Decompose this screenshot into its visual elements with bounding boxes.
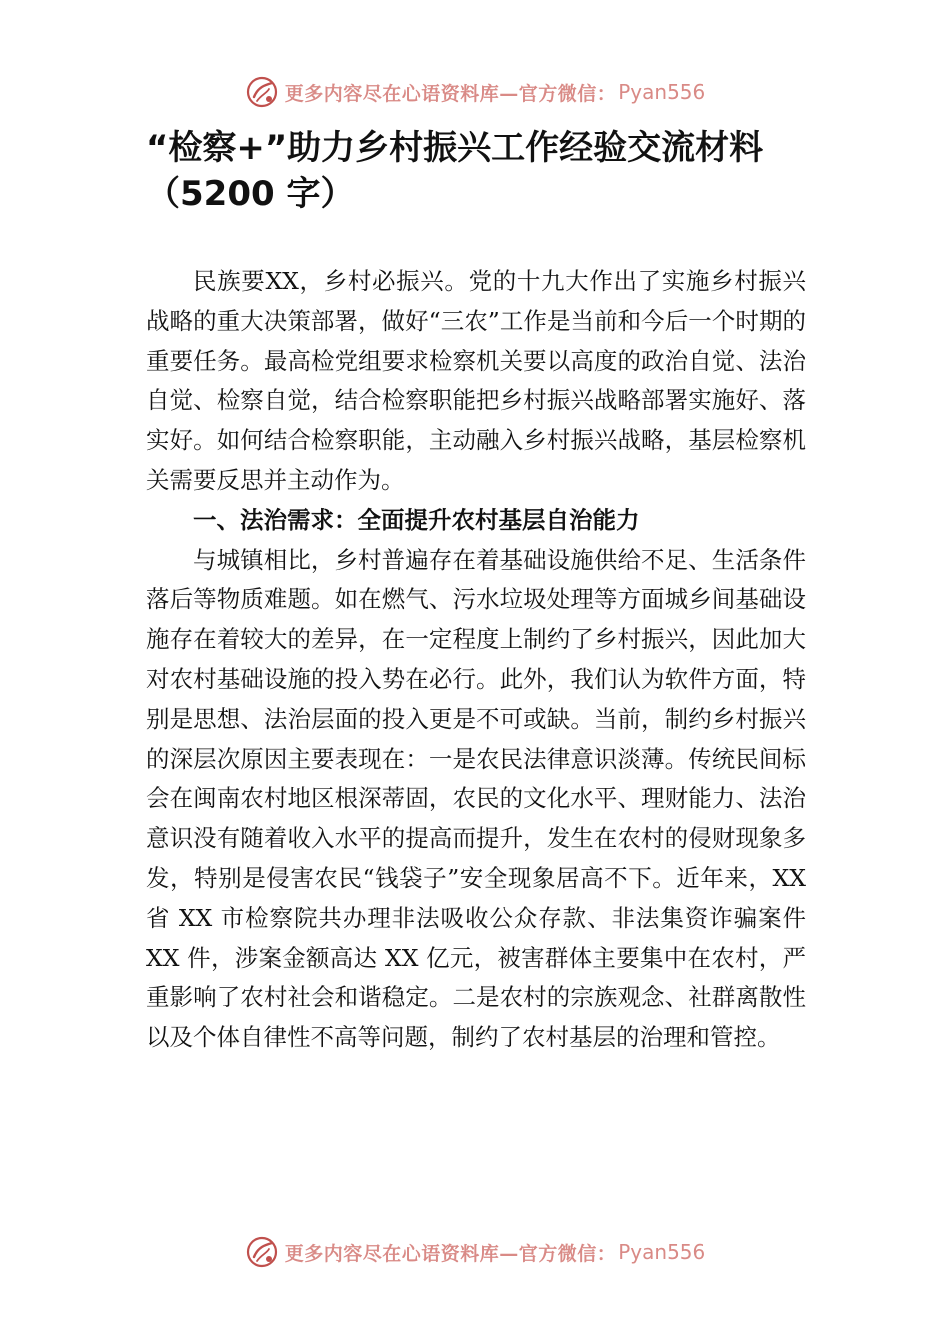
logo-icon xyxy=(245,1235,279,1269)
watermark-wechat-id: Pyan556 xyxy=(618,80,706,104)
watermark-wechat-id: Pyan556 xyxy=(618,1240,706,1264)
paragraph-intro: 民族要XX，乡村必振兴。党的十九大作出了实施乡村振兴战略的重大决策部署，做好“三农”工作是当前和今后一个时期的重要任务。最高检党组要求检察机关要以高度的政治自觉、法治自觉、检察自觉，结合检察职能把乡村振兴战略部署实施好、落实好。如何结合检察职能，主动融入乡村振兴战略，基层检察机关需要反思并主动作为。 xyxy=(146,267,806,494)
logo-icon xyxy=(245,75,279,109)
watermark-header xyxy=(0,72,950,112)
watermark-footer xyxy=(0,1232,950,1272)
document-title: “检察+”助力乡村振兴工作经验交流材料（5200 字） xyxy=(146,128,764,214)
watermark-text: 更多内容尽在心语资料库—官方微信： xyxy=(284,82,617,105)
paragraph-section-1: 与城镇相比，乡村普遍存在着基础设施供给不足、生活条件落后等物质难题。如在燃气、污水垃圾处理等方面城乡间基础设施存在着较大的差异，在一定程度上制约了乡村振兴，因此加大对农村基础设施的投入势在必行。此外，我们认为软件方面，特别是思想、法治层面的投入更是不可或缺。当前，制约乡村振兴的深层次原因主要表现在：一是农民法律意识淡薄。传统民间标会在闽南农村地区根深蒂固，农民的文化水平、理财能力、法治意识没有随着收入水平的提高而提升，发生在农村的侵财现象多发，特别是侵害农民“钱袋子”安全现象居高不下。近年来，XX 省 XX 市检察院共办理非法吸收公众存款、非法集资诈骗案件 XX 件，涉案金额高达 XX 亿元，被害群体主要集中在农村，严重影响了农村社会和谐稳定。二是农村的宗族观念、社群离散性以及个体自律性不高等问题，制约了农村基层的治理和管控。 xyxy=(146,545,806,1052)
section-heading-1: 一、法治需求：全面提升农村基层自治能力 xyxy=(193,505,640,534)
document-body xyxy=(146,262,806,1058)
watermark-text: 更多内容尽在心语资料库—官方微信： xyxy=(284,1242,617,1265)
